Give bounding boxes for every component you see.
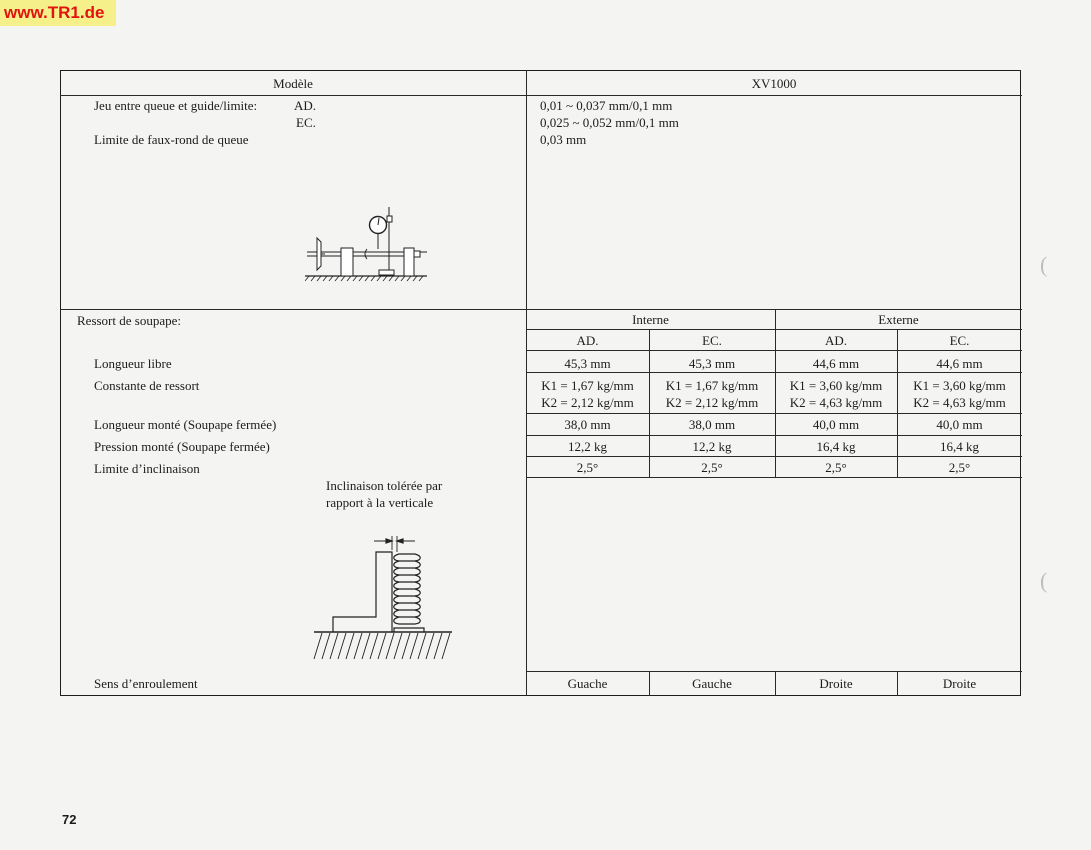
intake-clearance-value: 0,01 ~ 0,037 mm/0,1 mm (540, 98, 673, 113)
table-cell: 2,5° (825, 460, 847, 475)
table-cell: K1 = 1,67 kg/mm (665, 378, 759, 393)
row-label: Constante de ressort (94, 378, 200, 393)
table-cell: Droite (942, 676, 977, 691)
row-label: Pression monté (Soupape fermée) (94, 439, 270, 454)
sub-header: EC. (702, 333, 722, 348)
table-cell: 45,3 mm (688, 356, 736, 371)
table-cell: K2 = 4,63 kg/mm (913, 395, 1006, 410)
table-cell: 2,5° (701, 460, 723, 475)
group-header-external: Externe (878, 312, 919, 327)
model-value: XV1000 (751, 76, 797, 91)
row-line (526, 477, 1022, 478)
table-cell: 38,0 mm (688, 417, 736, 432)
tilt-caption-line1: Inclinaison tolérée par (326, 478, 443, 493)
table-cell: 12,2 kg (692, 439, 732, 454)
runout-label: Limite de faux-rond de queue (94, 132, 249, 147)
row-line (526, 329, 1022, 330)
winding-label: Sens d’enroulement (94, 676, 198, 691)
table-cell: K1 = 3,60 kg/mm (913, 378, 1006, 393)
table-cell: 40,0 mm (936, 417, 983, 432)
tilt-caption-line2: rapport à la verticale (326, 495, 434, 510)
row-line (526, 435, 1022, 436)
binding-hole-mark: ( (1040, 252, 1048, 277)
table-cell: 40,0 mm (812, 417, 860, 432)
sub-header: AD. (824, 333, 848, 348)
row-line (526, 413, 1022, 414)
sub-header: AD. (576, 333, 599, 348)
exhaust-label: EC. (296, 115, 316, 130)
group-header-internal: Interne (632, 312, 669, 327)
table-cell: Droite (819, 676, 853, 691)
table-cell: 12,2 kg (568, 439, 607, 454)
row-label: Longueur libre (94, 356, 172, 371)
table-cell: K2 = 2,12 kg/mm (541, 395, 634, 410)
sub-header: EC. (949, 333, 970, 348)
section-divider (60, 309, 1022, 310)
dial-gauge-illustration (305, 204, 430, 282)
row-label: Limite d’inclinaison (94, 461, 200, 476)
table-cell: Gauche (692, 676, 732, 691)
runout-value: 0,03 mm (540, 132, 587, 147)
row-line (526, 671, 1022, 672)
spring-tilt-illustration (312, 533, 452, 661)
table-cell: 44,6 mm (936, 356, 983, 371)
table-cell: K2 = 4,63 kg/mm (789, 395, 883, 410)
table-cell: K1 = 3,60 kg/mm (789, 378, 883, 393)
table-cell: Guache (567, 676, 608, 691)
binding-hole-mark: ( (1040, 568, 1048, 593)
table-cell: 38,0 mm (564, 417, 611, 432)
exhaust-clearance-value: 0,025 ~ 0,052 mm/0,1 mm (540, 115, 679, 130)
table-cell: 44,6 mm (812, 356, 860, 371)
table-cell: K1 = 1,67 kg/mm (541, 378, 634, 393)
clearance-label: Jeu entre queue et guide/limite: (94, 98, 258, 113)
row-line (526, 350, 1022, 351)
table-cell: K2 = 2,12 kg/mm (665, 395, 759, 410)
table-cell: 2,5° (576, 460, 599, 475)
intake-label: AD. (294, 98, 317, 113)
table-cell: 16,4 kg (816, 439, 856, 454)
table-cell: 16,4 kg (940, 439, 979, 454)
row-line (526, 372, 1022, 373)
row-line (526, 456, 1022, 457)
valve-spring-title: Ressort de soupape: (77, 313, 181, 328)
header-divider (60, 95, 1022, 96)
table-cell: 2,5° (948, 460, 971, 475)
page-number: 72 (62, 812, 77, 827)
table-cell: 45,3 mm (564, 356, 611, 371)
row-label: Longueur monté (Soupape fermée) (94, 417, 277, 432)
watermark: www.TR1.de (0, 0, 116, 26)
model-header: Modèle (273, 76, 313, 91)
